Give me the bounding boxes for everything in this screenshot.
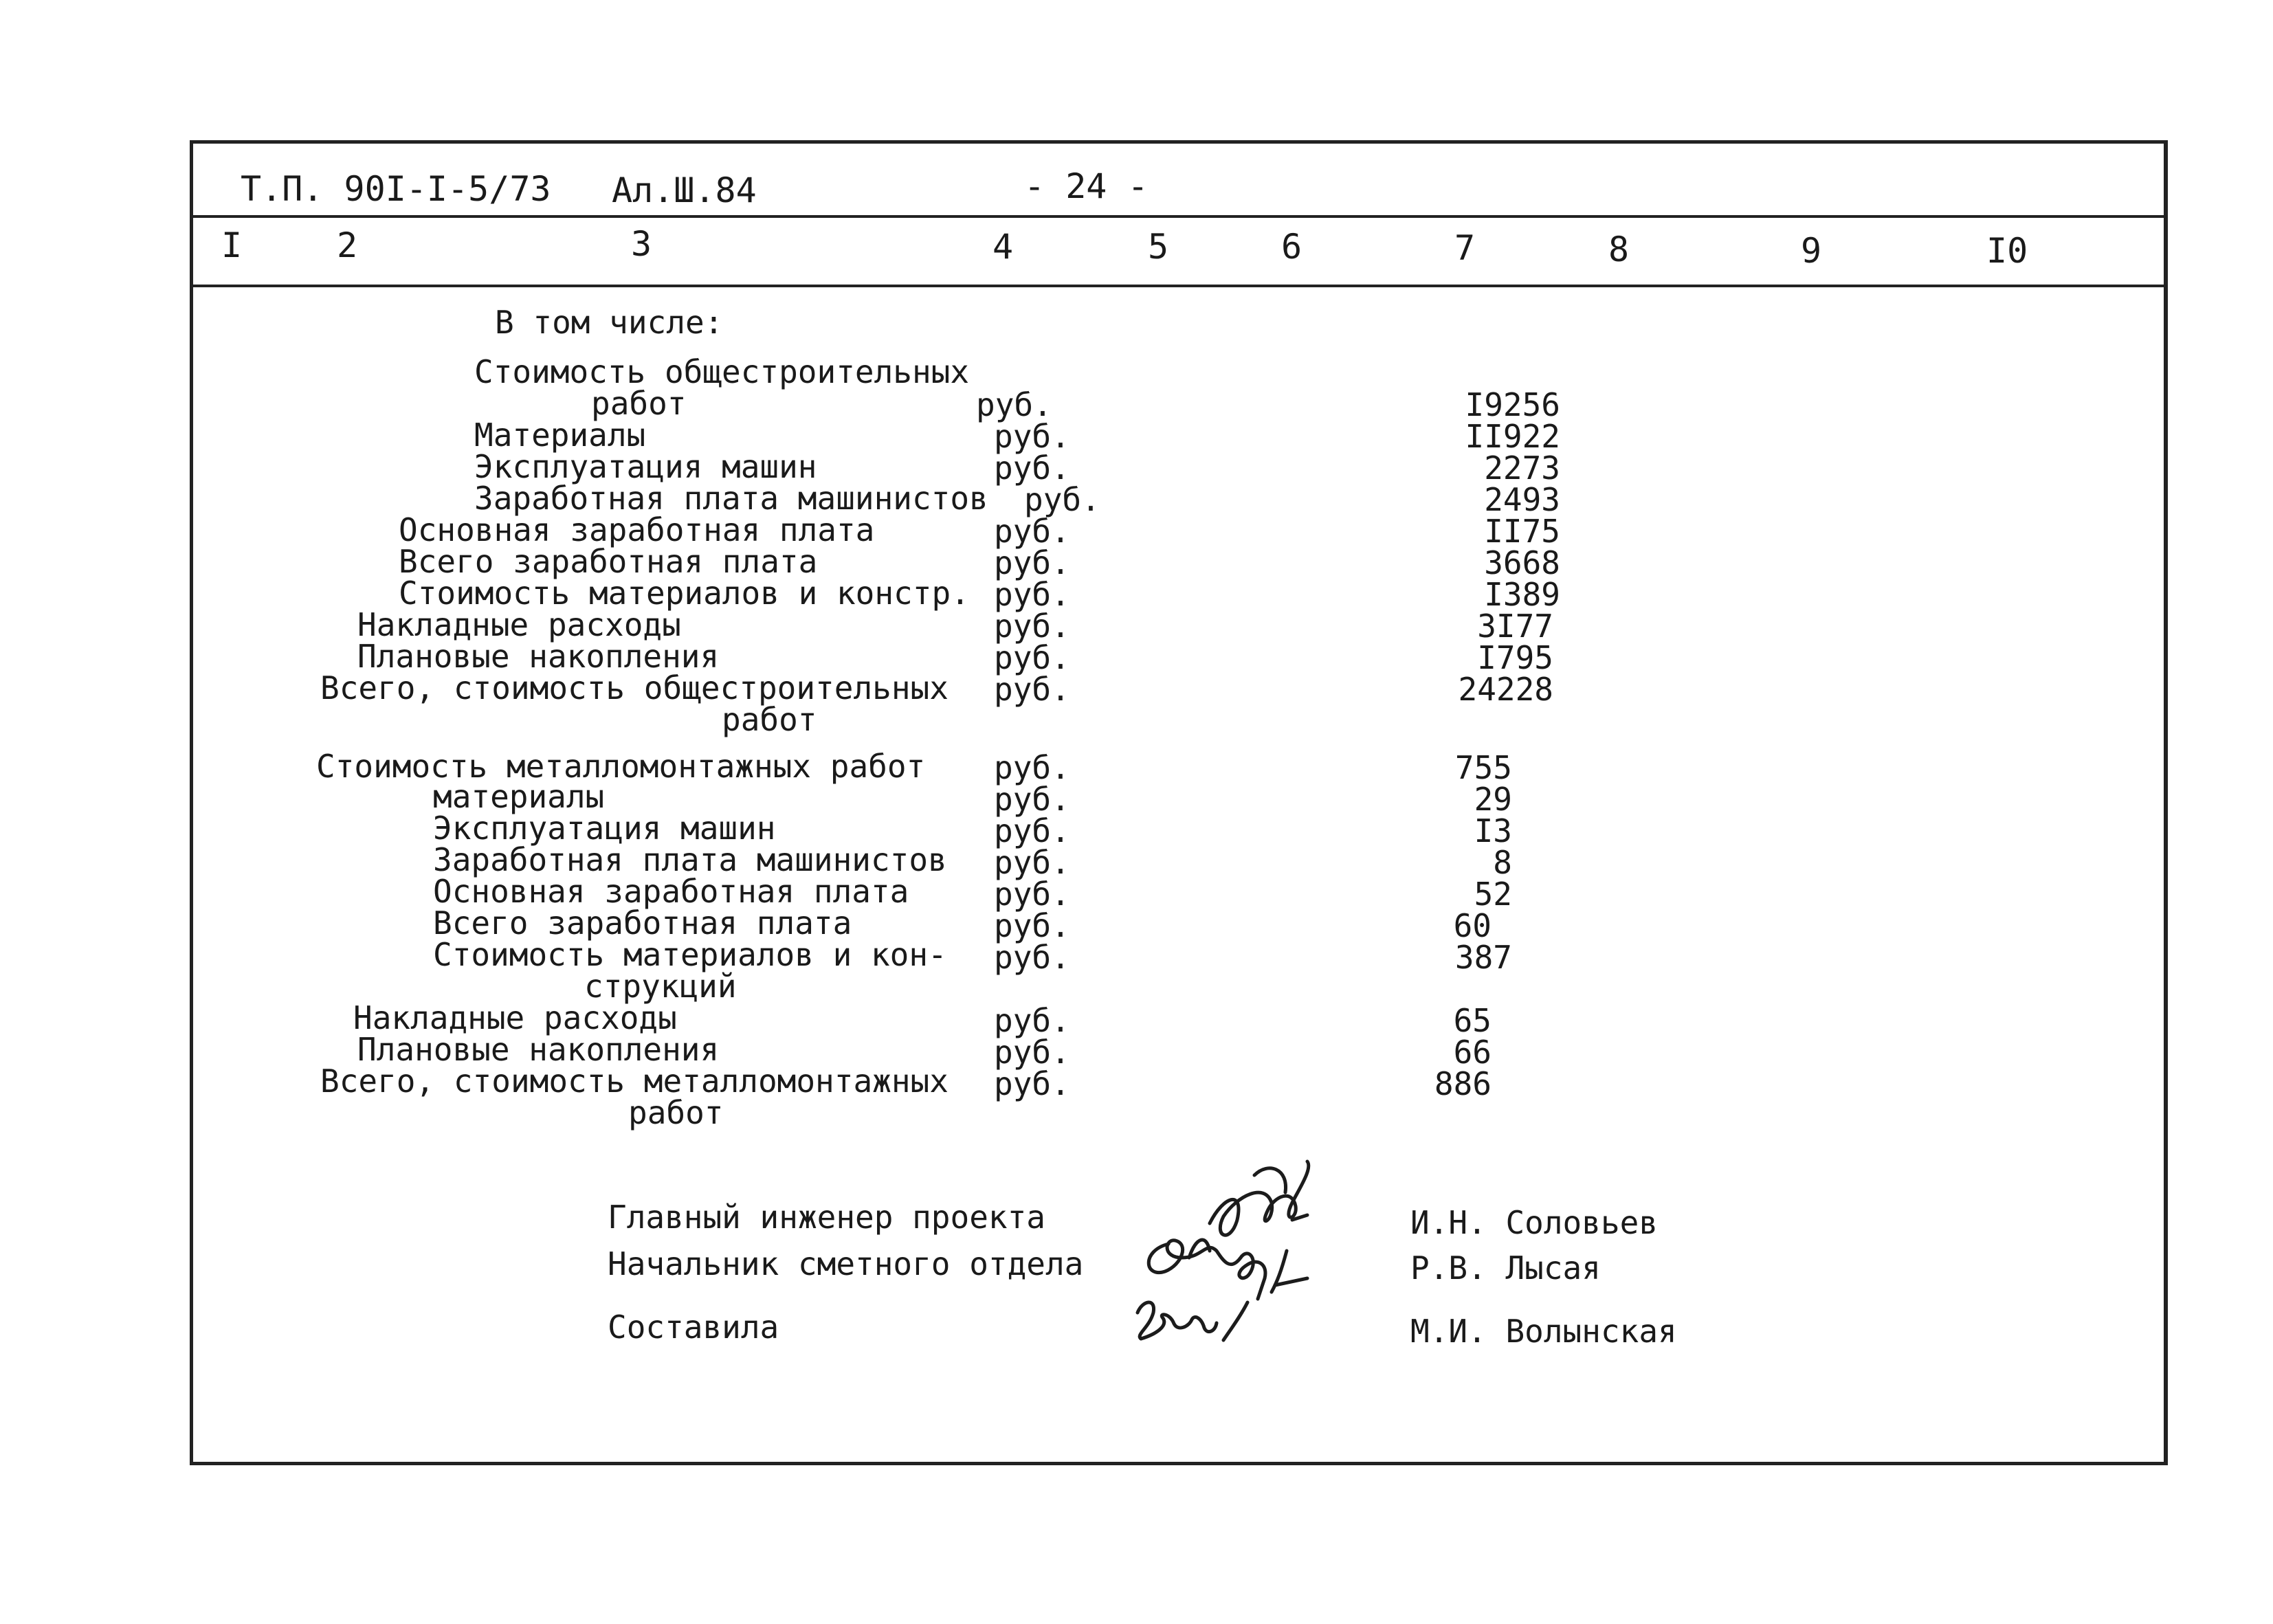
- row-unit: руб.: [994, 749, 1070, 786]
- row-value: I389: [1484, 576, 1560, 613]
- column-number: I0: [1986, 231, 2028, 271]
- row-unit: руб.: [994, 639, 1070, 676]
- row-unit: руб.: [994, 939, 1070, 976]
- row-label-cont: работ: [591, 385, 687, 422]
- row-label: Накладные расходы: [353, 999, 677, 1036]
- row-label: Эксплуатация машин: [474, 448, 817, 485]
- row-value: 8: [1493, 844, 1512, 881]
- row-value: 52: [1474, 876, 1512, 913]
- row-label: Всего, стоимость общестроительных: [320, 669, 949, 707]
- column-header-divider: [193, 285, 2164, 287]
- row-value: 65: [1453, 1002, 1492, 1039]
- row-unit: руб.: [994, 449, 1070, 487]
- column-number: 6: [1281, 227, 1302, 267]
- row-value: 2273: [1484, 449, 1560, 487]
- row-label: Плановые накопления: [357, 1031, 720, 1068]
- signature-name: И.Н. Соловьев: [1410, 1204, 1659, 1241]
- signature-name: М.И. Волынская: [1410, 1313, 1677, 1350]
- album-number: Ал.Ш.84: [612, 170, 757, 210]
- row-value: 387: [1454, 939, 1512, 976]
- row-value: II75: [1484, 513, 1560, 550]
- row-label: Заработная плата машинистов: [433, 841, 947, 878]
- row-unit: руб.: [994, 576, 1070, 613]
- row-label: Всего заработная плата: [399, 543, 818, 580]
- column-number: 7: [1454, 228, 1476, 268]
- row-value: I795: [1477, 639, 1553, 676]
- row-value: 2493: [1484, 481, 1560, 518]
- row-unit: руб.: [994, 1002, 1070, 1039]
- row-label: Основная заработная плата: [433, 873, 909, 910]
- row-label-cont: струкций: [584, 968, 737, 1005]
- row-unit: руб.: [994, 876, 1070, 913]
- row-value: 886: [1434, 1065, 1492, 1102]
- row-unit: руб.: [994, 418, 1070, 455]
- row-value: I9256: [1465, 386, 1560, 423]
- page-number: - 24 -: [1024, 166, 1149, 206]
- signature-role: Начальник сметного отдела: [608, 1245, 1084, 1282]
- row-label-cont: работ: [628, 1094, 724, 1131]
- signature-role: Главный инженер проекта: [608, 1199, 1045, 1236]
- row-label: Стоимость материалов и констр.: [399, 575, 970, 612]
- column-number: I: [221, 225, 243, 265]
- row-unit: руб.: [994, 608, 1070, 645]
- column-number: 3: [631, 224, 652, 264]
- row-value: 3I77: [1477, 608, 1553, 645]
- row-unit: руб.: [994, 544, 1070, 581]
- section-intro: В том числе:: [495, 304, 724, 341]
- row-label: Основная заработная плата: [399, 511, 875, 548]
- column-number: 9: [1801, 231, 1822, 271]
- signature-role: Составила: [608, 1309, 779, 1346]
- row-label: Стоимость металломонтажных работ: [316, 748, 926, 785]
- row-unit: руб.: [994, 1065, 1070, 1102]
- header-divider: [193, 215, 2164, 218]
- row-label: Стоимость материалов и кон-: [433, 936, 947, 973]
- row-unit: руб.: [994, 671, 1070, 708]
- row-unit: руб.: [1024, 481, 1100, 518]
- document-code: Т.П. 90I-I-5/73: [241, 169, 551, 209]
- row-label: Стоимость общестроительных: [474, 353, 970, 390]
- row-label: Плановые накопления: [357, 638, 720, 675]
- row-label: Всего, стоимость металломонтажных: [320, 1063, 949, 1100]
- row-label: Накладные расходы: [357, 606, 681, 643]
- row-unit: руб.: [994, 844, 1070, 881]
- column-number: 4: [993, 227, 1014, 267]
- row-label: Эксплуатация машин: [433, 810, 776, 847]
- column-number: 8: [1608, 230, 1630, 269]
- row-unit: руб.: [994, 1034, 1070, 1071]
- column-number: 2: [337, 225, 358, 265]
- row-unit: руб.: [994, 812, 1070, 849]
- row-value: 755: [1454, 749, 1512, 786]
- column-number: 5: [1148, 227, 1169, 267]
- handwritten-signatures: [1127, 1155, 1402, 1361]
- row-label: материалы: [433, 778, 605, 815]
- row-value: 60: [1453, 907, 1492, 944]
- row-value: 24228: [1458, 671, 1553, 708]
- row-label: Всего заработная плата: [433, 904, 852, 942]
- row-unit: руб.: [994, 907, 1070, 944]
- row-label: Заработная плата машинистов: [474, 480, 988, 517]
- signature-name: Р.В. Лысая: [1410, 1249, 1601, 1287]
- row-unit: руб.: [976, 386, 1052, 423]
- row-unit: руб.: [994, 513, 1070, 550]
- row-value: 29: [1474, 781, 1512, 818]
- row-label: Материалы: [474, 416, 646, 454]
- row-value: II922: [1465, 418, 1560, 455]
- row-value: I3: [1474, 812, 1512, 849]
- row-value: 3668: [1484, 544, 1560, 581]
- row-label-cont: работ: [722, 701, 817, 738]
- row-value: 66: [1453, 1034, 1492, 1071]
- row-unit: руб.: [994, 781, 1070, 818]
